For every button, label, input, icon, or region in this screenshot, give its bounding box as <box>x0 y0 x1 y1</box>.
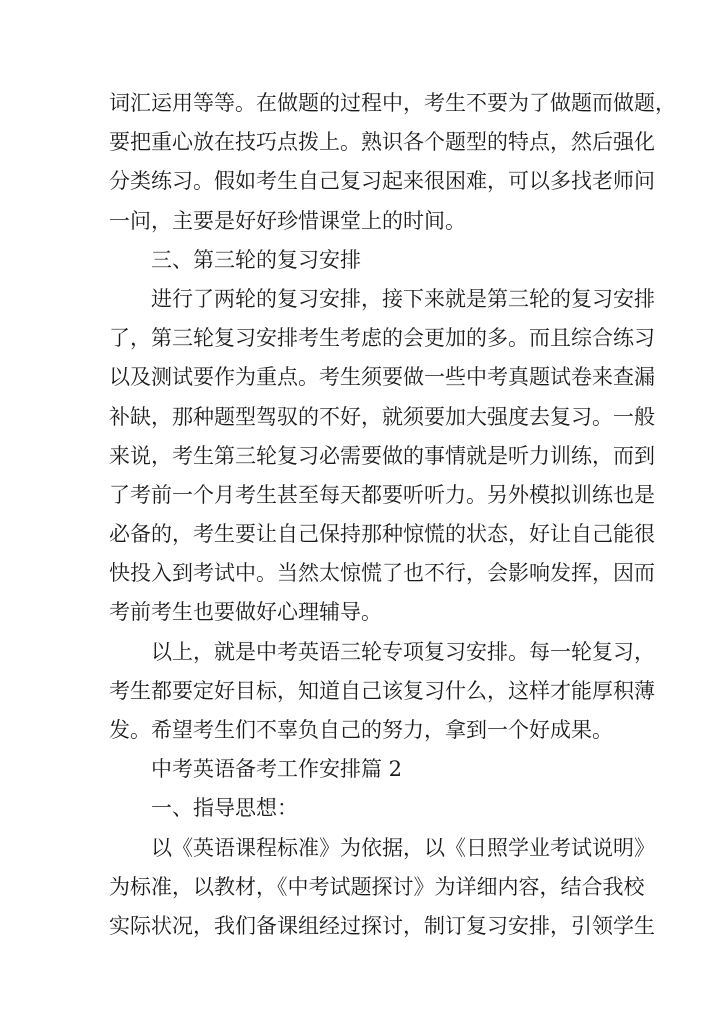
text-line: 考前考生也要做好心理辅导。 <box>109 600 382 625</box>
text-line: 补缺，那种题型驾驭的不好，就须要加大强度去复习。一般 <box>109 404 655 429</box>
text-line: 考生都要定好目标，知道自己该复习什么，这样才能厚积薄 <box>109 678 655 703</box>
text-line: 必备的，考生要让自己保持那种惊慌的状态，好让自己能很 <box>109 522 655 547</box>
text-line: 为标准，以教材，《中考试题探讨》为详细内容，结合我校 <box>109 874 645 899</box>
text-line: 以上，就是中考英语三轮专项复习安排。每一轮复习， <box>151 639 655 664</box>
text-line: 要把重心放在技巧点拨上。熟识各个题型的特点，然后强化 <box>109 130 655 155</box>
document-body <box>109 84 676 946</box>
text-line: 分类练习。假如考生自己复习起来很困难，可以多找老师问 <box>109 169 655 194</box>
text-line: 了，第三轮复习安排考生考虑的会更加的多。而且综合练习 <box>109 326 655 351</box>
text-line: 一、指导思想： <box>151 796 298 821</box>
text-line: 以《英语课程标准》为依据，以《日照学业考试说明》 <box>151 835 655 860</box>
text-line: 三、第三轮的复习安排 <box>151 247 361 272</box>
text-line: 中考英语备考工作安排篇 2 <box>151 757 403 782</box>
text-line: 词汇运用等等。在做题的过程中，考生不要为了做题而做题， <box>109 91 676 115</box>
text-line: 以及测试要作为重点。考生须要做一些中考真题试卷来查漏 <box>109 365 655 390</box>
text-line: 进行了两轮的复习安排，接下来就是第三轮的复习安排 <box>151 286 655 311</box>
text-line: 实际状况，我们备课组经过探讨，制订复习安排，引领学生 <box>109 913 655 938</box>
text-line: 来说，考生第三轮复习必需要做的事情就是听力训练，而到 <box>109 443 655 468</box>
text-line: 发。希望考生们不辜负自己的努力，拿到一个好成果。 <box>109 718 613 742</box>
text-line: 一问，主要是好好珍惜课堂上的时间。 <box>109 208 466 233</box>
text-line: 快投入到考试中。当然太惊慌了也不行，会影响发挥，因而 <box>109 561 655 586</box>
text-line: 了考前一个月考生甚至每天都要听听力。另外模拟训练也是 <box>109 482 655 507</box>
